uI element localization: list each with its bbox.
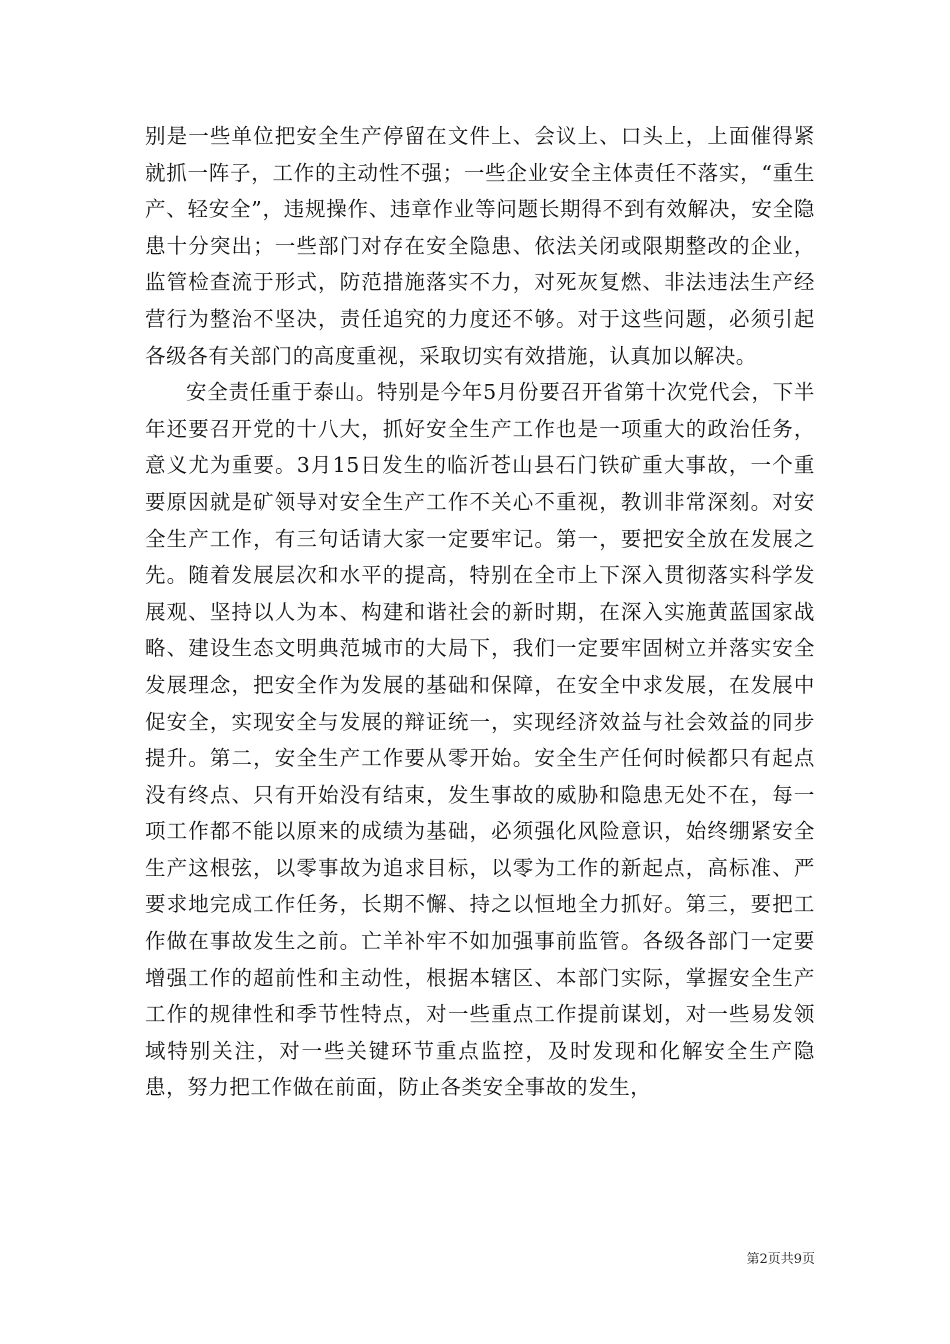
page-number: 第2页共9页 (746, 1252, 815, 1267)
body-text (145, 118, 815, 1106)
paragraph-safety-responsibility: 安全责任重于泰山。特别是今年5月份要召开省第十次党代会，下半年还要召开党的十八大，抓好安全生产工作也是一项重大的政治任务，意义尤为重要。3月15日发生的临沂苍山县石门铁矿重大事故，一个重要原因就是矿领导对安全生产工作不关心不重视，教训非常深刻。对安全生产工作，有三句话请大家一定要牢记。第一，要把安全放在发展之先。随着发展层次和水平的提高，特别在全市上下深入贯彻落实科学发展观、坚持以人为本、构建和谐社会的新时期，在深入实施黄蓝国家战略、建设生态文明典范城市的大局下，我们一定要牢固树立并落实安全发展理念，把安全作为发展的基础和保障，在安全中求发展，在发展中促安全，实现安全与发展的辩证统一，实现经济效益与社会效益的同步提升。第二，安全生产工作要从零开始。安全生产任何时候都只有起点没有终点、只有开始没有结束，发生事故的威胁和隐患无处不在，每一项工作都不能以原来的成绩为基础，必须强化风险意识，始终绷紧安全生产这根弦，以零事故为追求目标，以零为工作的新起点，高标准、严要求地完成工作任务，长期不懈、持之以恒地全力抓好。第三，要把工作做在事故发生之前。亡羊补牢不如加强事前监管。各级各部门一定要增强工作的超前性和主动性，根据本辖区、本部门实际，掌握安全生产工作的规律性和季节性特点，对一些重点工作提前谋划，对一些易发领域特别关注，对一些关键环节重点监控，及时发现和化解安全生产隐患，努力把工作做在前面，防止各类安全事故的发生， (145, 380, 815, 1100)
paragraph-continuation: 别是一些单位把安全生产停留在文件上、会议上、口头上，上面催得紧就抓一阵子，工作的主动性不强；一些企业安全主体责任不落实，“重生产、轻安全”，违规操作、违章作业等问题长期得不到有效解决，安全隐患十分突出；一些部门对存在安全隐患、依法关闭或限期整改的企业，监管检查流于形式，防范措施落实不力，对死灰复燃、非法违法生产经营行为整治不坚决，责任追究的力度还不够。对于这些问题，必须引起各级各有关部门的高度重视，采取切实有效措施，认真加以解决。 (145, 124, 815, 368)
